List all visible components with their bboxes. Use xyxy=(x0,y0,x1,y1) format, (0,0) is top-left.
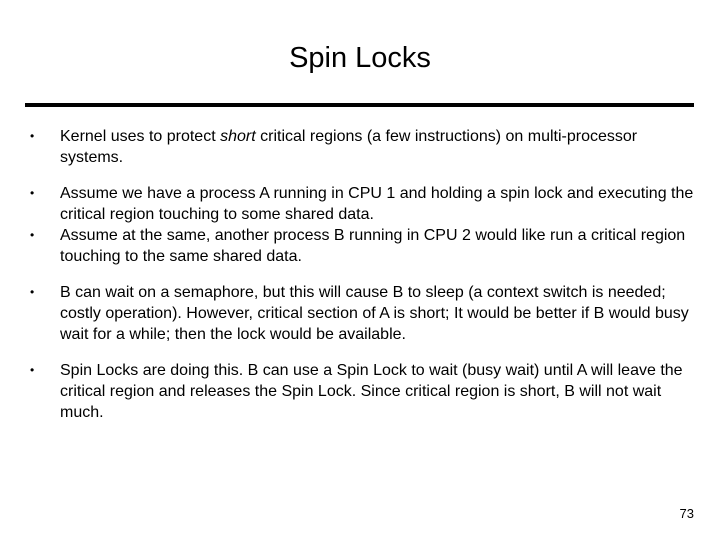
bullet-marker: • xyxy=(30,363,35,377)
bullet-marker: • xyxy=(30,228,35,242)
bullet-item xyxy=(30,282,700,345)
slide-title: Spin Locks xyxy=(289,42,431,74)
bullet-item xyxy=(30,225,700,267)
bullet-marker: • xyxy=(30,285,35,299)
bullet-text: Assume at the same, another process B running in CPU 2 would like run a critical region touching to the same shared data. xyxy=(60,227,686,265)
bullet-item xyxy=(30,126,700,168)
bullet-text: Assume we have a process A running in CPU 1 and holding a spin lock and executing the critical region touching to some shared data. xyxy=(60,185,694,223)
page-number: 73 xyxy=(679,506,694,521)
bullet-marker: • xyxy=(30,186,35,200)
bullet-text-part: critical regions (a few instructions) on multi-processor systems. xyxy=(60,128,638,166)
bullet-marker: • xyxy=(30,129,35,143)
bullet-text: Spin Locks are doing this. B can use a Spin Lock to wait (busy wait) until A will leave the critical region and releases the Spin Lock. Since critical region is short, B will not wait much. xyxy=(60,362,683,421)
bullet-item xyxy=(30,183,700,225)
bullet-list xyxy=(30,126,700,423)
bullet-text-part: Kernel uses to protect xyxy=(60,128,221,145)
bullet-item xyxy=(30,360,700,423)
bullet-text xyxy=(60,126,700,168)
bullet-text: B can wait on a semaphore, but this will cause B to sleep (a context switch is needed; costly operation). However, critical section of A is short; It would be better if B would busy wait for a while; then the lock would be available. xyxy=(60,284,689,343)
emphasized-word: short xyxy=(220,128,256,145)
title-divider xyxy=(25,103,694,107)
